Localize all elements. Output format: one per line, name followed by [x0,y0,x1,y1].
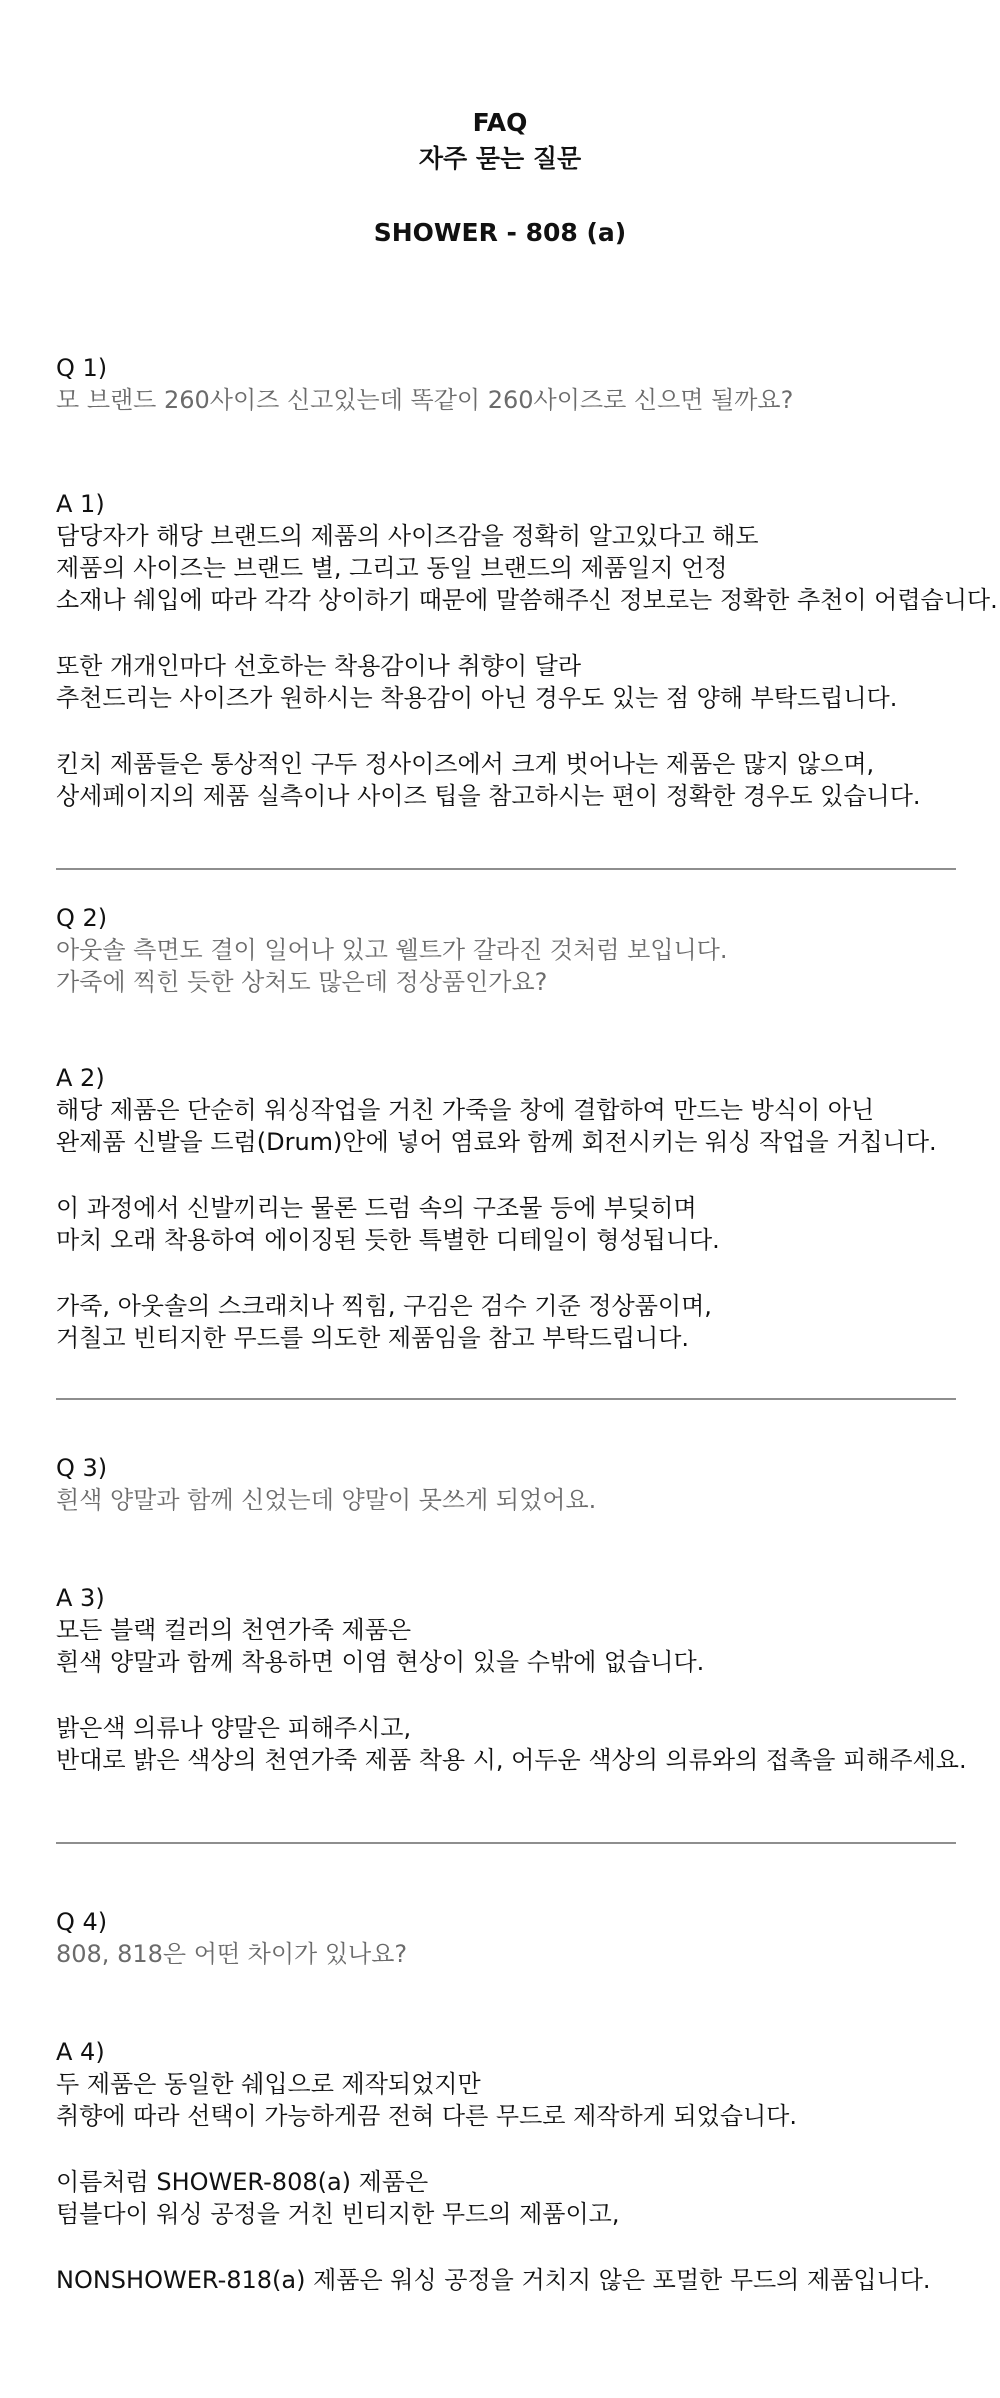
answer-paragraph [56,1192,956,1256]
answer-line: 두 제품은 동일한 쉐입으로 제작되었지만 [56,2070,481,2098]
section-divider [56,1398,956,1400]
answer-body [56,520,998,812]
question-text: 가죽에 찍힌 듯한 상처도 많은데 정상품인가요? [56,968,548,996]
answer-line: 밝은색 의류나 양말은 피해주시고, [56,1714,412,1742]
answer-paragraph [56,748,956,812]
section-divider [56,868,956,870]
answer-line: 해당 제품은 단순히 워싱작업을 거친 가죽을 창에 결합하여 만드는 방식이 아닌 [56,1096,875,1124]
answer-body [56,2068,956,2296]
question-label: Q 3) [56,1454,108,1482]
question-label: Q 1) [56,354,108,382]
faq-item-2 [56,902,956,1354]
faq-subtitle: 자주 묻는 질문 [418,144,582,173]
answer-paragraph [56,520,998,616]
question-label: Q 2) [56,904,108,932]
answer-paragraph [56,1614,956,1678]
answer-line: 텀블다이 워싱 공정을 거친 빈티지한 무드의 제품이고, [56,2200,620,2228]
answer-paragraph [56,2166,956,2230]
answer-line: 취향에 따라 선택이 가능하게끔 전혀 다른 무드로 제작하게 되었습니다. [56,2102,797,2130]
question-text: 흰색 양말과 함께 신었는데 양말이 못쓰게 되었어요. [56,1486,597,1514]
answer-line: 반대로 밝은 색상의 천연가죽 제품 착용 시, 어두운 색상의 의류와의 접촉을 피해주세요. [56,1746,967,1774]
answer-label: A 4) [56,2038,105,2066]
answer-paragraph [56,1712,967,1776]
answer-line: 흰색 양말과 함께 착용하면 이염 현상이 있을 수밖에 없습니다. [56,1648,705,1676]
faq-title: FAQ [472,108,528,137]
answer-line: 이름처럼 SHOWER-808(a) 제품은 [56,2168,429,2196]
answer-label: A 2) [56,1064,105,1092]
answer-body [56,1094,956,1354]
answer-line: 소재나 쉐입에 따라 각각 상이하기 때문에 말씀해주신 정보로는 정확한 추천이 어렵습니다. [56,586,998,614]
question-text: 모 브랜드 260사이즈 신고있는데 똑같이 260사이즈로 신으면 될까요? [56,386,794,414]
answer-line: 마치 오래 착용하여 에이징된 듯한 특별한 디테일이 형성됩니다. [56,1226,720,1254]
answer-paragraph [56,2068,956,2132]
answer-line: 추천드리는 사이즈가 원하시는 착용감이 아닌 경우도 있는 점 양해 부탁드립니다. [56,684,898,712]
answer-line: 모든 블랙 컬러의 천연가죽 제품은 [56,1616,412,1644]
answer-label: A 3) [56,1584,105,1612]
answer-paragraph [56,650,956,714]
page-header [0,105,1000,251]
answer-line: 담당자가 해당 브랜드의 제품의 사이즈감을 정확히 알고있다고 해도 [56,522,759,550]
answer-line: 킨치 제품들은 통상적인 구두 정사이즈에서 크게 벗어나는 제품은 많지 않으며, [56,750,875,778]
answer-line: 가죽, 아웃솔의 스크래치나 찍힘, 구김은 검수 기준 정상품이며, [56,1292,712,1320]
answer-body [56,1614,967,1776]
answer-line: 제품의 사이즈는 브랜드 별, 그리고 동일 브랜드의 제품일지 언정 [56,554,728,582]
faq-item-1 [56,352,998,812]
faq-item-4 [56,1906,956,2296]
answer-line: 거칠고 빈티지한 무드를 의도한 제품임을 참고 부탁드립니다. [56,1324,690,1352]
product-model-title: SHOWER - 808 (a) [373,218,627,247]
answer-line: 완제품 신발을 드럼(Drum)안에 넣어 염료와 함께 회전시키는 워싱 작업을 거칩니다. [56,1128,937,1156]
question-text: 808, 818은 어떤 차이가 있나요? [56,1940,408,1968]
answer-line: 상세페이지의 제품 실측이나 사이즈 팁을 참고하시는 편이 정확한 경우도 있습니다. [56,782,921,810]
answer-line: 또한 개개인마다 선호하는 착용감이나 취향이 달라 [56,652,582,680]
faq-item-3 [56,1452,967,1776]
answer-line: 이 과정에서 신발끼리는 물론 드럼 속의 구조물 등에 부딪히며 [56,1194,697,1222]
question-label: Q 4) [56,1908,108,1936]
answer-label: A 1) [56,490,105,518]
section-divider [56,1842,956,1844]
answer-paragraph [56,1094,956,1158]
question-text: 아웃솔 측면도 결이 일어나 있고 웰트가 갈라진 것처럼 보입니다. [56,936,728,964]
answer-line: NONSHOWER-818(a) 제품은 워싱 공정을 거치지 않은 포멀한 무드의 제품입니다. [56,2266,931,2294]
answer-paragraph [56,1290,956,1354]
answer-paragraph [56,2264,956,2296]
